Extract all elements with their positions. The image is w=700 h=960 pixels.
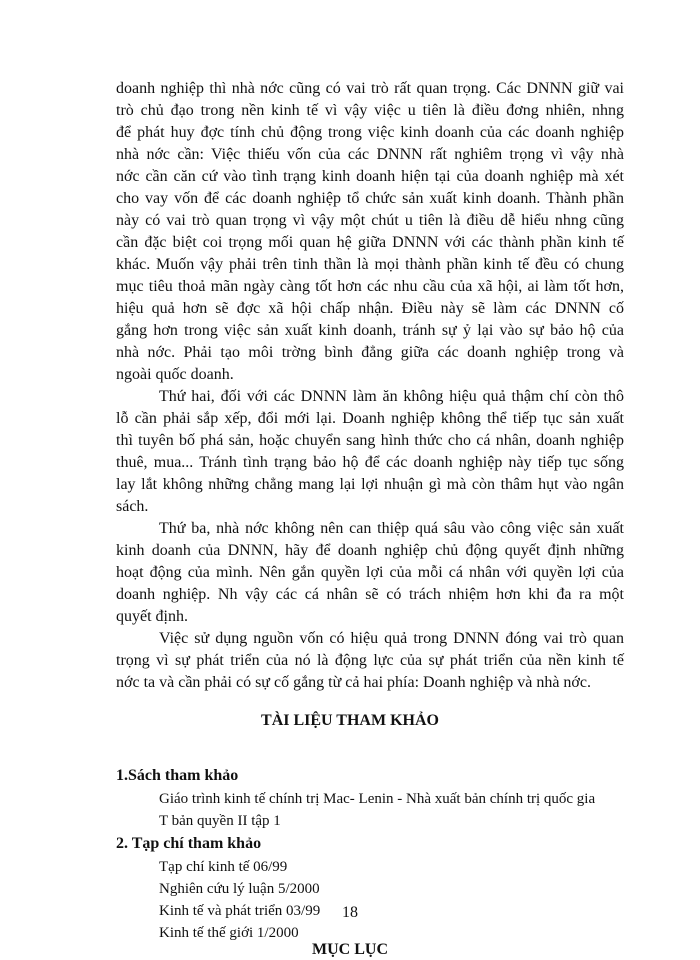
body-line: kinh doanh của DNNN, hãy để doanh nghiệp chủ động quyết định những (116, 542, 624, 559)
reference-item: Nghiên cứu lý luận 5/2000 (159, 881, 320, 897)
body-line: nhà nớc. Phải tạo môi trờng bình đẳng giữa các doanh nghiệp trong và (116, 344, 624, 361)
body-line: hiệu quả hơn sẽ đợc xã hội chấp nhận. Điều này sẽ làm các DNNN cố (116, 300, 624, 317)
body-line: ngoài quốc doanh. (116, 366, 234, 383)
page-number: 18 (342, 904, 358, 921)
body-line: doanh nghiệp thì nhà nớc cũng có vai trò rất quan trọng. Các DNNN giữ vai (116, 80, 624, 97)
body-line: nhà nớc cần: Việc thiếu vốn của các DNNN rất nghiêm trọng vì vậy nhà (116, 146, 624, 163)
body-line: cho vay vốn để các doanh nghiệp tổ chức sản xuất kinh doanh. Thành phần (116, 190, 624, 207)
body-line: Thứ ba, nhà nớc không nên can thiệp quá sâu vào công việc sản xuất (159, 520, 624, 537)
body-line: để phát huy đợc tính chủ động trong việc kinh doanh của các doanh nghiệp (116, 124, 624, 141)
body-line: trò chủ đạo trong nền kinh tế vì vậy việc u tiên là điều đơng nhiên, nhng (116, 102, 624, 119)
reference-item: Kinh tế thế giới 1/2000 (159, 925, 299, 941)
body-line: này có vai trò quan trọng vì vậy một chút u tiên là điều dễ hiểu nhng cũng (116, 212, 624, 229)
body-line: nớc cần căn cứ vào tình trạng kinh doanh hiện tại của doanh nghiệp mà xét (116, 168, 624, 185)
body-line: hoạt động của mình. Nên gắn quyền lợi của mỗi cá nhân với quyền lợi của (116, 564, 624, 581)
body-line: sách. (116, 498, 149, 515)
body-line: doanh nghiệp. Nh vậy các cá nhân sẽ có trách nhiệm hơn khi đa ra một (116, 586, 624, 603)
body-line: Việc sử dụng nguồn vốn có hiệu quả trong DNNN đóng vai trò quan (159, 630, 624, 647)
reference-item: Kinh tế và phát triển 03/99 (159, 903, 321, 919)
body-line: gắng hơn trong việc sản xuất kinh doanh, tránh sự ỷ lại vào sự bảo hộ của (116, 322, 624, 339)
body-line: Thứ hai, đối với các DNNN làm ăn không hiệu quả thậm chí còn thô (159, 388, 624, 405)
toc-title: MỤC LỤC (312, 941, 388, 958)
references-section-books: 1.Sách tham khảo (116, 767, 239, 784)
body-line: quyết định. (116, 608, 188, 625)
body-line: trọng vì sự phát triển của nó là động lực của sự phát triển của nền kinh tế (116, 652, 624, 669)
reference-item: T bản quyền II tập 1 (159, 813, 281, 829)
body-line: thuê, mua... Tránh tình trạng bảo hộ để các doanh nghiệp này tiếp tục sống (116, 454, 624, 471)
body-line: thì tuyên bố phá sản, hoặc chuyển sang hình thức cho cá nhân, doanh nghiệp (116, 432, 624, 449)
body-line: lỗ cần phải sắp xếp, đổi mới lại. Doanh nghiệp không thể tiếp tục sản xuất (116, 410, 624, 427)
body-line: mục tiêu thoả mãn ngày càng tốt hơn các nhu cầu của xã hội, ai làm tốt hơn, (116, 278, 624, 295)
references-section-journals: 2. Tạp chí tham khảo (116, 835, 262, 852)
body-line: lay lắt không những chẳng mang lại lợi nhuận gì mà còn thâm hụt vào ngân (116, 476, 624, 493)
reference-item: Giáo trình kinh tế chính trị Mac- Lenin - Nhà xuất bản chính trị quốc gia (159, 791, 596, 807)
body-line: cần đặc biệt coi trọng mối quan hệ giữa DNNN với các thành phần kinh tế (116, 234, 624, 251)
reference-item: Tạp chí kinh tế 06/99 (159, 859, 288, 875)
body-line: khác. Muốn vậy phải trên tinh thần là mọi thành phần kinh tế đều có chung (116, 256, 624, 273)
body-line: nớc ta và cần phải có sự cố gắng từ cả hai phía: Doanh nghiệp và nhà nớc. (116, 674, 591, 691)
references-title: TÀI LIỆU THAM KHẢO (261, 712, 439, 729)
